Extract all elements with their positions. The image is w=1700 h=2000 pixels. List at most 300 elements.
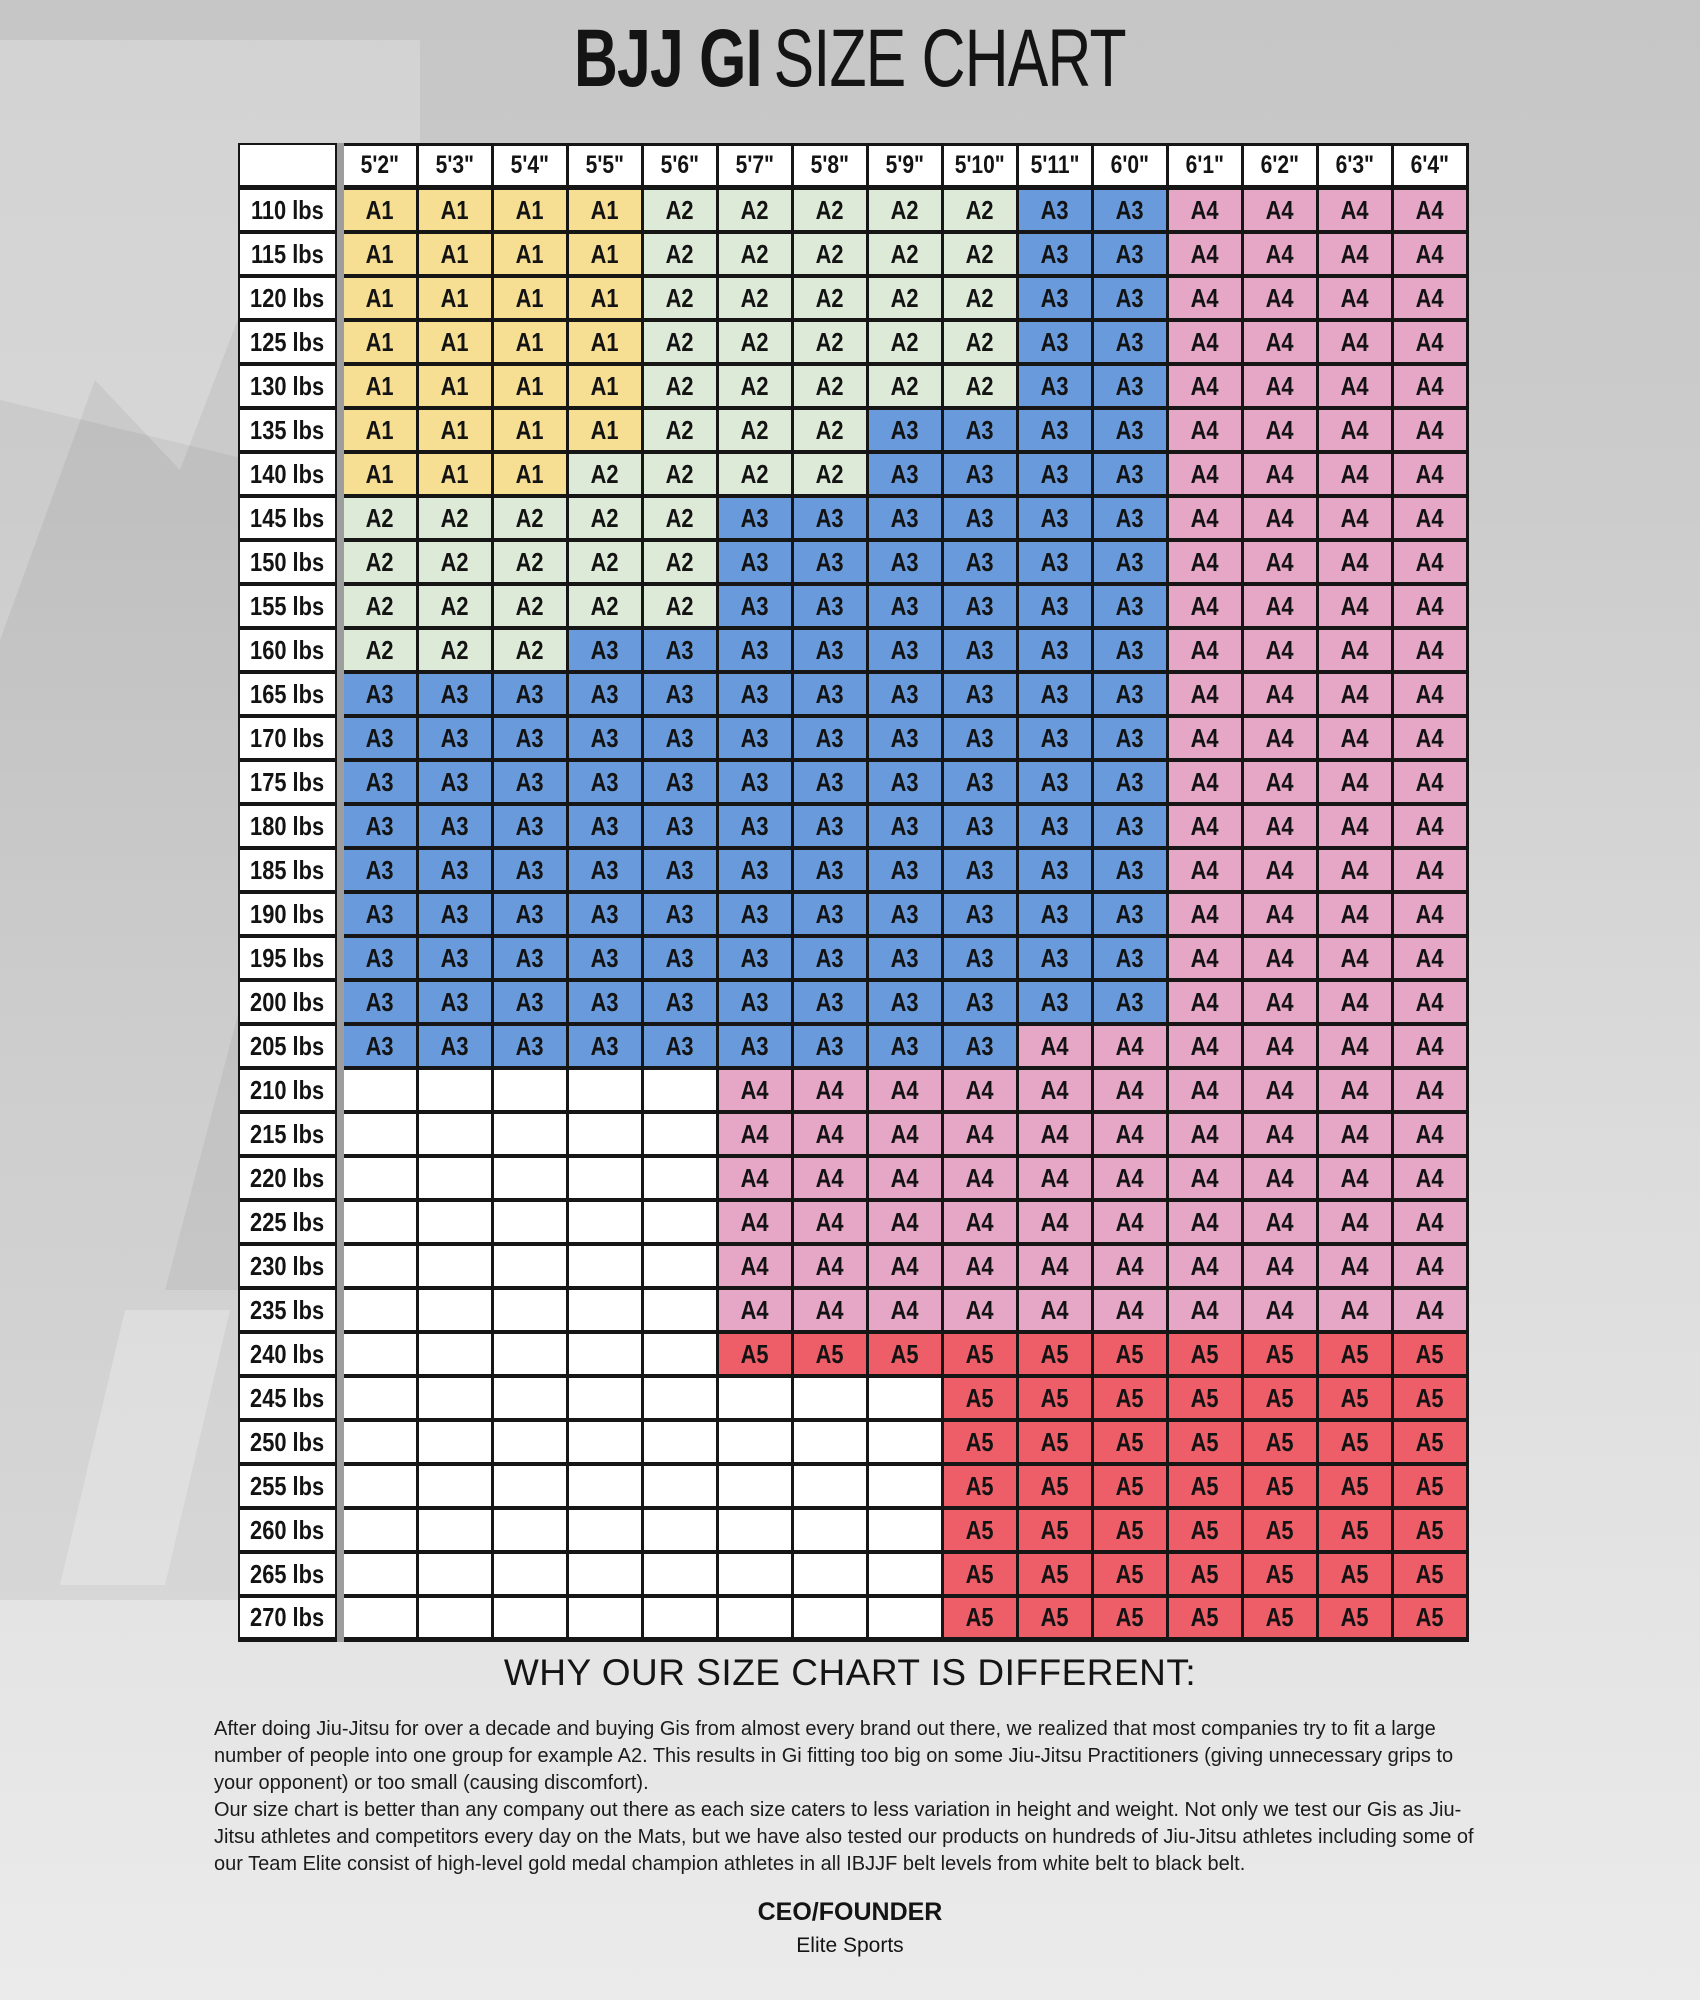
size-cell: A3 bbox=[644, 806, 719, 850]
size-cell: A3 bbox=[869, 542, 944, 586]
size-cell: A4 bbox=[1319, 674, 1394, 718]
empty-cell bbox=[494, 1466, 569, 1510]
size-cell: A1 bbox=[344, 410, 419, 454]
size-cell: A2 bbox=[794, 454, 869, 498]
empty-cell bbox=[719, 1598, 794, 1642]
weight-label-cell: 110 lbs bbox=[238, 190, 337, 234]
size-cell: A3 bbox=[569, 1026, 644, 1070]
size-cell: A3 bbox=[869, 410, 944, 454]
weight-label-cell: 215 lbs bbox=[238, 1114, 337, 1158]
size-cell: A5 bbox=[1394, 1510, 1469, 1554]
size-cell: A3 bbox=[869, 630, 944, 674]
size-cell: A2 bbox=[494, 498, 569, 542]
empty-cell bbox=[644, 1510, 719, 1554]
size-cell: A5 bbox=[1394, 1422, 1469, 1466]
table-row bbox=[238, 234, 1469, 278]
empty-cell bbox=[569, 1554, 644, 1598]
size-cell: A3 bbox=[1094, 762, 1169, 806]
weight-label-cell: 150 lbs bbox=[238, 542, 337, 586]
size-cell: A3 bbox=[569, 982, 644, 1026]
size-cell: A3 bbox=[794, 894, 869, 938]
column-gap bbox=[337, 1466, 344, 1510]
column-gap bbox=[337, 1422, 344, 1466]
size-cell: A3 bbox=[794, 982, 869, 1026]
size-cell: A4 bbox=[1019, 1158, 1094, 1202]
size-cell: A4 bbox=[869, 1070, 944, 1114]
size-cell: A4 bbox=[944, 1202, 1019, 1246]
empty-cell bbox=[869, 1554, 944, 1598]
empty-cell bbox=[719, 1466, 794, 1510]
size-cell: A3 bbox=[569, 850, 644, 894]
table-row bbox=[238, 894, 1469, 938]
empty-cell bbox=[419, 1246, 494, 1290]
size-cell: A4 bbox=[794, 1070, 869, 1114]
column-gap bbox=[337, 674, 344, 718]
empty-cell bbox=[644, 1070, 719, 1114]
size-cell: A4 bbox=[1244, 1290, 1319, 1334]
size-cell: A3 bbox=[1019, 674, 1094, 718]
size-cell: A3 bbox=[944, 498, 1019, 542]
empty-cell bbox=[569, 1202, 644, 1246]
size-cell: A5 bbox=[1019, 1378, 1094, 1422]
size-cell: A4 bbox=[1019, 1290, 1094, 1334]
size-cell: A5 bbox=[944, 1554, 1019, 1598]
size-cell: A4 bbox=[1394, 630, 1469, 674]
size-cell: A4 bbox=[719, 1158, 794, 1202]
size-cell: A2 bbox=[644, 322, 719, 366]
height-header-cell: 5'10" bbox=[944, 143, 1019, 190]
size-cell: A5 bbox=[1169, 1554, 1244, 1598]
size-cell: A3 bbox=[494, 674, 569, 718]
size-cell: A5 bbox=[1244, 1422, 1319, 1466]
size-cell: A4 bbox=[1319, 630, 1394, 674]
size-cell: A5 bbox=[1319, 1422, 1394, 1466]
size-cell: A4 bbox=[1094, 1114, 1169, 1158]
table-row bbox=[238, 1290, 1469, 1334]
size-cell: A4 bbox=[719, 1290, 794, 1334]
size-cell: A3 bbox=[1019, 806, 1094, 850]
weight-label-cell: 180 lbs bbox=[238, 806, 337, 850]
size-cell: A3 bbox=[1019, 366, 1094, 410]
weight-label-cell: 245 lbs bbox=[238, 1378, 337, 1422]
empty-cell bbox=[344, 1334, 419, 1378]
size-cell: A1 bbox=[419, 278, 494, 322]
size-cell: A3 bbox=[419, 674, 494, 718]
column-gap bbox=[337, 1070, 344, 1114]
empty-cell bbox=[869, 1510, 944, 1554]
empty-cell bbox=[644, 1202, 719, 1246]
size-cell: A5 bbox=[944, 1334, 1019, 1378]
column-gap bbox=[337, 850, 344, 894]
size-cell: A2 bbox=[794, 410, 869, 454]
size-cell: A2 bbox=[644, 190, 719, 234]
table-row bbox=[238, 1158, 1469, 1202]
size-cell: A5 bbox=[1319, 1378, 1394, 1422]
table-row bbox=[238, 1114, 1469, 1158]
size-cell: A4 bbox=[1094, 1026, 1169, 1070]
column-gap bbox=[337, 630, 344, 674]
height-header-cell: 6'0" bbox=[1094, 143, 1169, 190]
size-cell: A4 bbox=[1244, 894, 1319, 938]
size-cell: A3 bbox=[1019, 894, 1094, 938]
size-cell: A4 bbox=[1319, 894, 1394, 938]
weight-label-cell: 190 lbs bbox=[238, 894, 337, 938]
size-cell: A4 bbox=[1169, 1070, 1244, 1114]
size-cell: A5 bbox=[1319, 1466, 1394, 1510]
size-cell: A5 bbox=[1169, 1378, 1244, 1422]
weight-label-cell: 265 lbs bbox=[238, 1554, 337, 1598]
size-cell: A4 bbox=[944, 1246, 1019, 1290]
size-cell: A3 bbox=[494, 806, 569, 850]
size-cell: A4 bbox=[1019, 1246, 1094, 1290]
size-cell: A4 bbox=[1319, 498, 1394, 542]
size-cell: A4 bbox=[1244, 542, 1319, 586]
size-cell: A2 bbox=[944, 234, 1019, 278]
size-cell: A4 bbox=[794, 1114, 869, 1158]
weight-label-cell: 120 lbs bbox=[238, 278, 337, 322]
empty-cell bbox=[569, 1334, 644, 1378]
size-cell: A1 bbox=[344, 322, 419, 366]
size-cell: A4 bbox=[1394, 322, 1469, 366]
size-cell: A4 bbox=[1169, 894, 1244, 938]
size-cell: A5 bbox=[944, 1598, 1019, 1642]
size-cell: A4 bbox=[869, 1158, 944, 1202]
size-cell: A3 bbox=[944, 1026, 1019, 1070]
table-row bbox=[238, 630, 1469, 674]
size-cell: A3 bbox=[1019, 586, 1094, 630]
empty-cell bbox=[419, 1202, 494, 1246]
size-cell: A3 bbox=[569, 894, 644, 938]
size-cell: A4 bbox=[1019, 1202, 1094, 1246]
footer-paragraph: After doing Jiu-Jitsu for over a decade and buying Gis from almost every brand out there, we realized that most companies try to fit a large number of people into one group for example A2. This results in Gi fitting too big on some Jiu-Jitsu Practitioners (giving unnecessary grips to your opponent) or too small (causing discomfort). bbox=[214, 1718, 1454, 1794]
corner-cell bbox=[238, 143, 337, 190]
size-cell: A5 bbox=[944, 1466, 1019, 1510]
height-header-cell: 5'4" bbox=[494, 143, 569, 190]
size-cell: A4 bbox=[719, 1114, 794, 1158]
size-cell: A5 bbox=[944, 1510, 1019, 1554]
column-gap bbox=[337, 1510, 344, 1554]
size-cell: A4 bbox=[1169, 1290, 1244, 1334]
column-gap bbox=[337, 1202, 344, 1246]
table-row bbox=[238, 542, 1469, 586]
table-row bbox=[238, 982, 1469, 1026]
size-cell: A3 bbox=[944, 674, 1019, 718]
size-cell: A1 bbox=[419, 322, 494, 366]
size-cell: A3 bbox=[719, 674, 794, 718]
empty-cell bbox=[794, 1378, 869, 1422]
size-cell: A2 bbox=[569, 498, 644, 542]
size-cell: A4 bbox=[1169, 498, 1244, 542]
size-cell: A3 bbox=[1094, 806, 1169, 850]
size-cell: A3 bbox=[869, 674, 944, 718]
empty-cell bbox=[719, 1378, 794, 1422]
weight-label-cell: 240 lbs bbox=[238, 1334, 337, 1378]
column-gap bbox=[337, 1246, 344, 1290]
size-cell: A3 bbox=[569, 806, 644, 850]
size-cell: A1 bbox=[344, 278, 419, 322]
size-cell: A3 bbox=[794, 718, 869, 762]
size-cell: A3 bbox=[869, 454, 944, 498]
table-row bbox=[238, 1422, 1469, 1466]
size-cell: A3 bbox=[719, 982, 794, 1026]
size-cell: A4 bbox=[1319, 322, 1394, 366]
size-cell: A2 bbox=[494, 542, 569, 586]
column-gap bbox=[337, 1290, 344, 1334]
size-cell: A3 bbox=[644, 762, 719, 806]
size-cell: A2 bbox=[869, 278, 944, 322]
size-cell: A2 bbox=[569, 586, 644, 630]
size-cell: A1 bbox=[344, 234, 419, 278]
size-cell: A3 bbox=[1094, 894, 1169, 938]
size-cell: A4 bbox=[1244, 498, 1319, 542]
empty-cell bbox=[419, 1598, 494, 1642]
page-title-bold: BJJ GI bbox=[574, 13, 762, 104]
size-cell: A3 bbox=[719, 1026, 794, 1070]
size-cell: A4 bbox=[1019, 1070, 1094, 1114]
column-gap bbox=[337, 1554, 344, 1598]
empty-cell bbox=[644, 1246, 719, 1290]
size-cell: A5 bbox=[1169, 1466, 1244, 1510]
size-cell: A4 bbox=[1169, 410, 1244, 454]
empty-cell bbox=[719, 1422, 794, 1466]
size-cell: A2 bbox=[419, 498, 494, 542]
size-cell: A4 bbox=[1169, 1026, 1244, 1070]
size-cell: A4 bbox=[1394, 894, 1469, 938]
empty-cell bbox=[794, 1466, 869, 1510]
size-cell: A4 bbox=[1394, 410, 1469, 454]
size-cell: A3 bbox=[944, 630, 1019, 674]
size-cell: A3 bbox=[644, 674, 719, 718]
size-cell: A3 bbox=[719, 542, 794, 586]
column-gap bbox=[337, 234, 344, 278]
size-cell: A4 bbox=[1169, 1114, 1244, 1158]
size-cell: A5 bbox=[1019, 1598, 1094, 1642]
size-cell: A4 bbox=[1394, 762, 1469, 806]
empty-cell bbox=[344, 1070, 419, 1114]
size-cell: A3 bbox=[1094, 850, 1169, 894]
size-cell: A5 bbox=[794, 1334, 869, 1378]
size-cell: A5 bbox=[1244, 1466, 1319, 1510]
column-gap bbox=[337, 1334, 344, 1378]
table-row bbox=[238, 718, 1469, 762]
size-cell: A5 bbox=[1169, 1422, 1244, 1466]
size-cell: A2 bbox=[719, 190, 794, 234]
size-cell: A3 bbox=[944, 894, 1019, 938]
size-cell: A3 bbox=[1019, 630, 1094, 674]
empty-cell bbox=[644, 1158, 719, 1202]
size-cell: A4 bbox=[719, 1246, 794, 1290]
empty-cell bbox=[644, 1598, 719, 1642]
height-header-cell: 6'4" bbox=[1394, 143, 1469, 190]
size-cell: A3 bbox=[644, 718, 719, 762]
size-cell: A3 bbox=[869, 1026, 944, 1070]
size-cell: A4 bbox=[1244, 1026, 1319, 1070]
size-cell: A1 bbox=[419, 190, 494, 234]
size-cell: A5 bbox=[1394, 1466, 1469, 1510]
empty-cell bbox=[494, 1202, 569, 1246]
size-cell: A4 bbox=[1319, 762, 1394, 806]
size-cell: A3 bbox=[494, 982, 569, 1026]
size-cell: A4 bbox=[1394, 850, 1469, 894]
table-row bbox=[238, 190, 1469, 234]
size-cell: A2 bbox=[944, 322, 1019, 366]
size-cell: A3 bbox=[794, 586, 869, 630]
size-cell: A3 bbox=[1094, 366, 1169, 410]
column-gap bbox=[337, 1114, 344, 1158]
height-header-cell: 5'7" bbox=[719, 143, 794, 190]
size-cell: A3 bbox=[644, 850, 719, 894]
size-cell: A2 bbox=[494, 630, 569, 674]
empty-cell bbox=[494, 1554, 569, 1598]
size-cell: A4 bbox=[1169, 542, 1244, 586]
column-gap bbox=[337, 1026, 344, 1070]
size-cell: A4 bbox=[1319, 586, 1394, 630]
signature-name: Elite Sports bbox=[796, 1934, 904, 1957]
size-cell: A3 bbox=[1019, 410, 1094, 454]
size-cell: A3 bbox=[944, 762, 1019, 806]
empty-cell bbox=[494, 1114, 569, 1158]
size-cell: A4 bbox=[1169, 1246, 1244, 1290]
footer-heading: WHY OUR SIZE CHART IS DIFFERENT: bbox=[503, 1652, 1197, 1693]
height-header-cell: 5'9" bbox=[869, 143, 944, 190]
size-cell: A3 bbox=[494, 1026, 569, 1070]
size-cell: A4 bbox=[1169, 586, 1244, 630]
size-cell: A4 bbox=[719, 1202, 794, 1246]
size-cell: A4 bbox=[869, 1202, 944, 1246]
size-cell: A5 bbox=[1169, 1334, 1244, 1378]
size-cell: A2 bbox=[644, 498, 719, 542]
size-cell: A4 bbox=[1169, 322, 1244, 366]
size-cell: A3 bbox=[794, 542, 869, 586]
size-cell: A4 bbox=[1244, 366, 1319, 410]
size-cell: A3 bbox=[794, 762, 869, 806]
empty-cell bbox=[569, 1422, 644, 1466]
size-cell: A1 bbox=[344, 366, 419, 410]
size-cell: A4 bbox=[1244, 234, 1319, 278]
size-cell: A4 bbox=[1319, 454, 1394, 498]
size-cell: A3 bbox=[869, 982, 944, 1026]
weight-label-cell: 115 lbs bbox=[238, 234, 337, 278]
size-cell: A3 bbox=[419, 982, 494, 1026]
weight-label-cell: 125 lbs bbox=[238, 322, 337, 366]
size-cell: A3 bbox=[719, 806, 794, 850]
size-cell: A5 bbox=[1019, 1554, 1094, 1598]
size-cell: A1 bbox=[494, 322, 569, 366]
empty-cell bbox=[344, 1378, 419, 1422]
size-cell: A3 bbox=[944, 938, 1019, 982]
size-cell: A1 bbox=[569, 322, 644, 366]
weight-label-cell: 200 lbs bbox=[238, 982, 337, 1026]
size-cell: A5 bbox=[1394, 1334, 1469, 1378]
size-cell: A4 bbox=[794, 1246, 869, 1290]
size-cell: A3 bbox=[794, 938, 869, 982]
empty-cell bbox=[344, 1114, 419, 1158]
size-cell: A3 bbox=[344, 674, 419, 718]
size-cell: A3 bbox=[1019, 938, 1094, 982]
empty-cell bbox=[344, 1466, 419, 1510]
size-cell: A4 bbox=[794, 1202, 869, 1246]
size-cell: A1 bbox=[569, 366, 644, 410]
size-cell: A2 bbox=[494, 586, 569, 630]
empty-cell bbox=[644, 1334, 719, 1378]
weight-label-cell: 145 lbs bbox=[238, 498, 337, 542]
size-cell: A2 bbox=[644, 410, 719, 454]
size-cell: A3 bbox=[719, 498, 794, 542]
weight-label-cell: 195 lbs bbox=[238, 938, 337, 982]
size-cell: A3 bbox=[719, 630, 794, 674]
column-gap bbox=[337, 762, 344, 806]
size-cell: A4 bbox=[1169, 278, 1244, 322]
size-cell: A5 bbox=[1094, 1378, 1169, 1422]
size-cell: A4 bbox=[1019, 1114, 1094, 1158]
empty-cell bbox=[794, 1510, 869, 1554]
size-cell: A1 bbox=[419, 366, 494, 410]
size-cell: A4 bbox=[1319, 718, 1394, 762]
size-cell: A3 bbox=[494, 938, 569, 982]
size-cell: A2 bbox=[344, 586, 419, 630]
empty-cell bbox=[569, 1290, 644, 1334]
size-cell: A3 bbox=[1019, 234, 1094, 278]
size-cell: A3 bbox=[869, 498, 944, 542]
size-cell: A3 bbox=[719, 938, 794, 982]
size-cell: A4 bbox=[1169, 234, 1244, 278]
size-cell: A4 bbox=[869, 1290, 944, 1334]
size-cell: A4 bbox=[1319, 1158, 1394, 1202]
empty-cell bbox=[644, 1422, 719, 1466]
size-cell: A4 bbox=[869, 1114, 944, 1158]
size-cell: A5 bbox=[1169, 1510, 1244, 1554]
size-cell: A4 bbox=[1244, 1070, 1319, 1114]
size-cell: A2 bbox=[794, 190, 869, 234]
height-header-cell: 6'2" bbox=[1244, 143, 1319, 190]
table-row bbox=[238, 1026, 1469, 1070]
size-cell: A4 bbox=[1394, 718, 1469, 762]
weight-label-cell: 175 lbs bbox=[238, 762, 337, 806]
column-gap bbox=[337, 806, 344, 850]
size-cell: A3 bbox=[794, 630, 869, 674]
column-gap bbox=[337, 366, 344, 410]
page-title bbox=[0, 13, 1700, 104]
size-cell: A3 bbox=[1019, 850, 1094, 894]
empty-cell bbox=[344, 1290, 419, 1334]
size-cell: A4 bbox=[1319, 1290, 1394, 1334]
size-cell: A4 bbox=[1319, 410, 1394, 454]
size-cell: A4 bbox=[1319, 1114, 1394, 1158]
size-cell: A5 bbox=[1094, 1510, 1169, 1554]
size-cell: A2 bbox=[719, 322, 794, 366]
empty-cell bbox=[494, 1070, 569, 1114]
size-cell: A2 bbox=[719, 234, 794, 278]
empty-cell bbox=[644, 1554, 719, 1598]
size-cell: A1 bbox=[494, 410, 569, 454]
size-cell: A3 bbox=[1094, 278, 1169, 322]
weight-label-cell: 250 lbs bbox=[238, 1422, 337, 1466]
weight-label-cell: 210 lbs bbox=[238, 1070, 337, 1114]
empty-cell bbox=[419, 1422, 494, 1466]
size-cell: A2 bbox=[794, 322, 869, 366]
size-cell: A5 bbox=[1394, 1598, 1469, 1642]
empty-cell bbox=[419, 1290, 494, 1334]
column-gap bbox=[337, 322, 344, 366]
size-cell: A3 bbox=[644, 1026, 719, 1070]
size-cell: A3 bbox=[1019, 982, 1094, 1026]
size-cell: A1 bbox=[569, 278, 644, 322]
empty-cell bbox=[794, 1598, 869, 1642]
size-cell: A4 bbox=[944, 1290, 1019, 1334]
size-cell: A3 bbox=[644, 630, 719, 674]
size-cell: A5 bbox=[1094, 1554, 1169, 1598]
size-cell: A5 bbox=[1394, 1378, 1469, 1422]
